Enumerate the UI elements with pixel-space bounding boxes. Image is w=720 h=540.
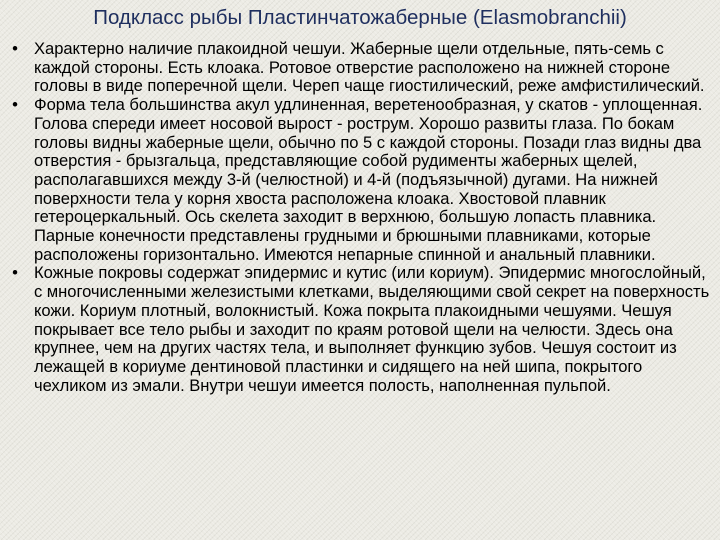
bullet-item-1 [8, 40, 716, 96]
bullet-icon: • [12, 95, 18, 115]
bullet-icon: • [12, 263, 18, 283]
slide-title: Подкласс рыбы Пластинчатожаберные (Elasmobranchii) [93, 6, 627, 29]
bullet-text: Кожные покровы содержат эпидермис и кутис (или кориум). Эпидермис многослойный, с многочисленными железистыми клетками, выделяющими свой секрет на поверхность кожи. Кориум плотный, волокнистый. Кожа покрыта плакоидными чешуями. Чешуя покрывает все тело рыбы и заходит по краям ротовой щели на челюсти. Здесь она крупнее, чем на других частях тела, и выполняет функцию зубов. Чешуя состоит из лежащей в кориуме дентиновой пластинки и сидящего на ней шипа, покрытого чехликом из эмали. Внутри чешуи имеется полость, наполненная пульпой. [34, 263, 710, 395]
bullet-icon: • [12, 39, 18, 58]
bullet-item-3 [8, 264, 716, 395]
bullet-text: Форма тела большинства акул удлиненная, веретенообразная, у скатов - уплощенная. Голова спереди имеет носовой вырост - рострум. Хорошо развиты глаза. По бокам головы видны жаберные щели, обычно по 5 с каждой стороны. Позади глаз видны два отверстия - брызгальца, представляющие собой рудименты жаберных щелей, располагавшихся между 3-й (челюстной) и 4-й (подъязычной) дугами. На нижней поверхности тела у корня хвоста расположена клоака. Хвостовой плавник гетероцеркальный. Ось скелета заходит в верхнюю, большую лопасть плавника. Парные конечности представлены грудными и брюшными плавниками, которые расположены горизонтально. Имеются непарные спинной и анальный плавники. [34, 95, 703, 264]
bullet-list [8, 40, 716, 395]
bullet-item-2 [8, 96, 716, 264]
bullet-text: Характерно наличие плакоидной чешуи. Жаберные щели отдельные, пять-семь с каждой стороны. Есть клоака. Ротовое отверстие расположено на нижней стороне головы в виде поперечной щели. Череп чаще гиостилический, реже амфистилический. [34, 39, 705, 96]
